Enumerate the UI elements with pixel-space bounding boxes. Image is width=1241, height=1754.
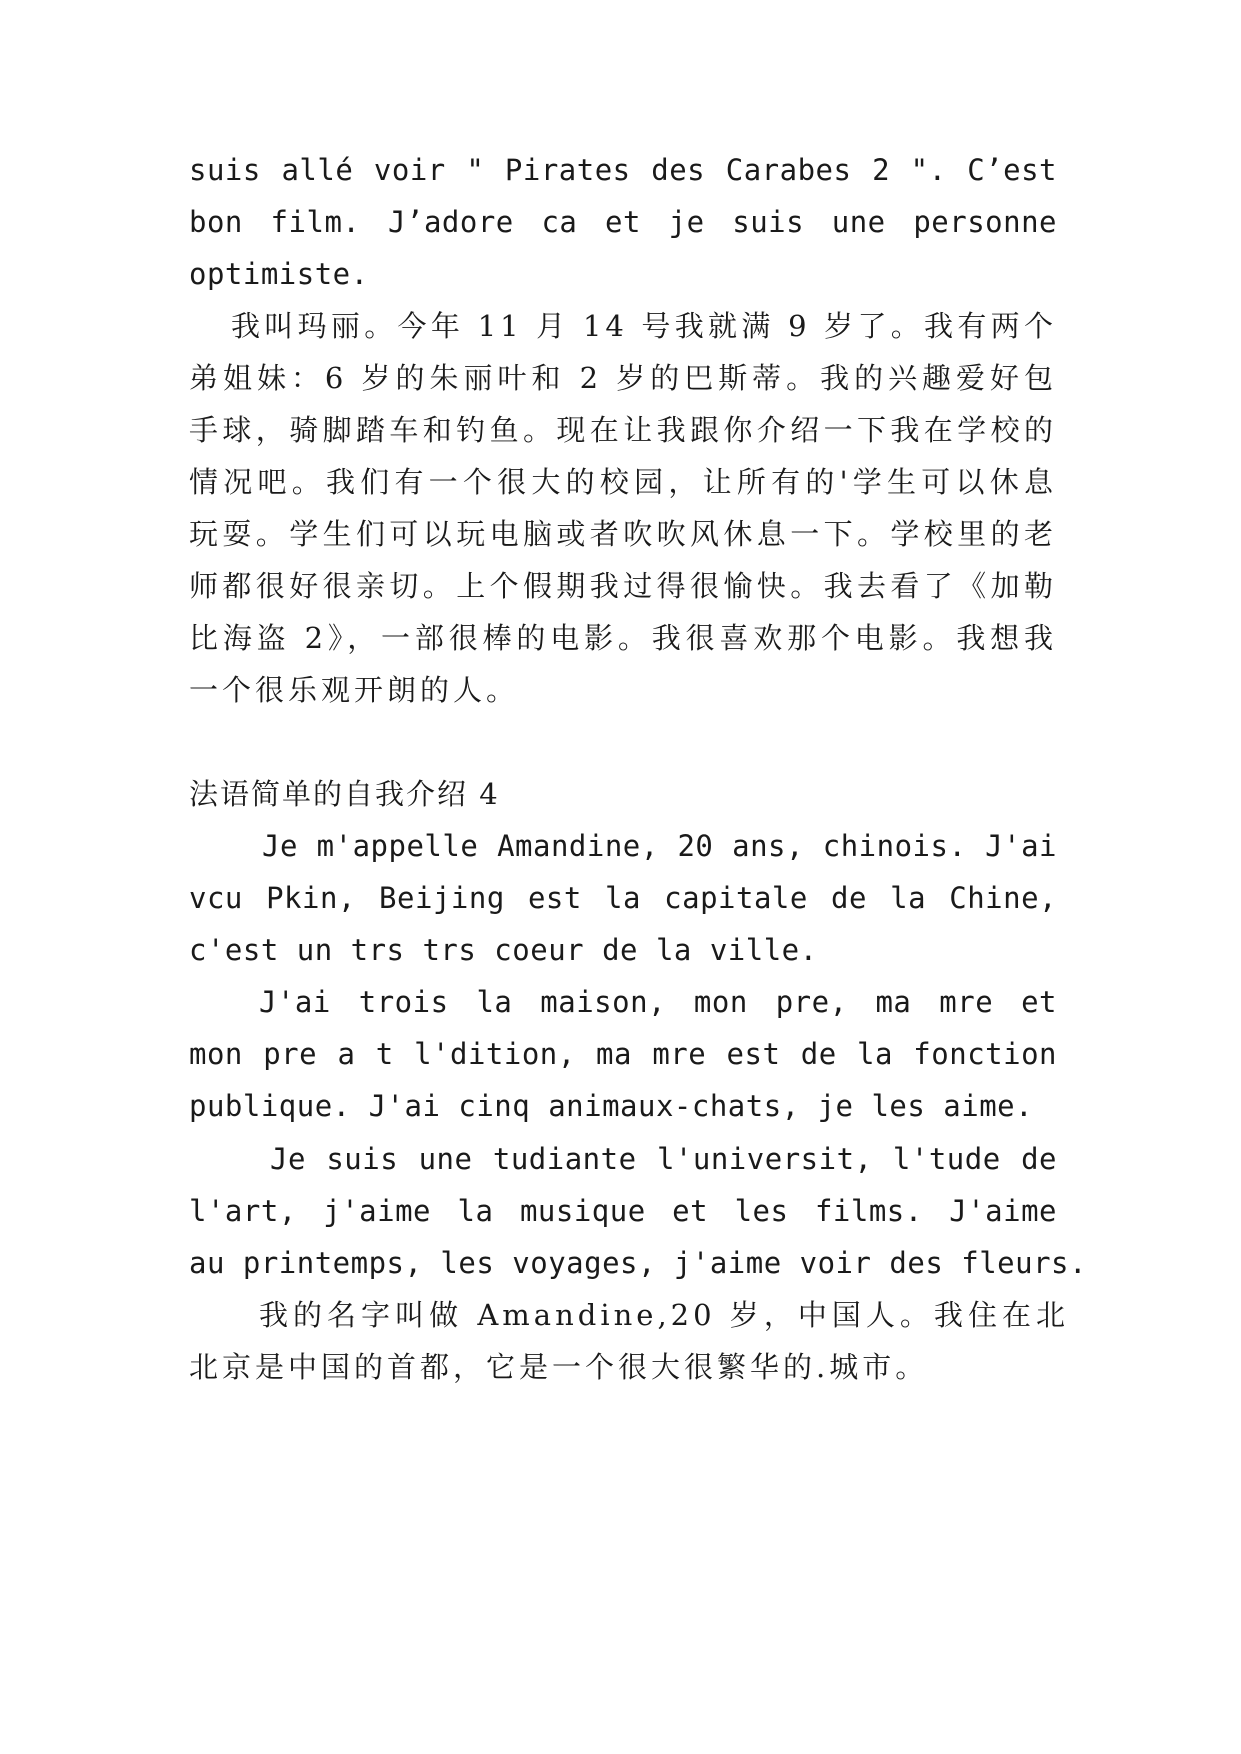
text-line: mon pre a t l'dition, ma mre est de la fonction bbox=[189, 1037, 1057, 1071]
text-line: 我的名字叫做 Amandine,20 岁，中国人。我住在北 bbox=[259, 1298, 1069, 1332]
text-line: vcu Pkin, Beijing est la capitale de la Chine, bbox=[189, 881, 1057, 915]
text-line: 比海盗 2》，一部很棒的电影。我很喜欢那个电影。我想我 bbox=[189, 621, 1057, 655]
text-line: 一个很乐观开朗的人。 bbox=[189, 673, 520, 707]
text-line: 弟姐妹：6 岁的朱丽叶和 2 岁的巴斯蒂。我的兴趣爱好包 bbox=[189, 361, 1057, 395]
text-line: c'est un trs trs coeur de la ville. bbox=[189, 933, 818, 967]
text-line: au printemps, les voyages, j'aime voir des fleurs. bbox=[189, 1246, 1087, 1280]
text-line: optimiste. bbox=[189, 257, 369, 291]
text-line: J'ai trois la maison, mon pre, ma mre et bbox=[259, 985, 1057, 1019]
text-line: 北京是中国的首都，它是一个很大很繁华的.城市。 bbox=[189, 1350, 929, 1384]
section-heading: 法语简单的自我介绍 4 bbox=[189, 777, 500, 811]
text-line: suis allé voir " Pirates des Carabes 2 ". C’est bbox=[189, 153, 1057, 187]
text-line: 手球，骑脚踏车和钓鱼。现在让我跟你介绍一下我在学校的 bbox=[189, 413, 1057, 447]
text-line: l'art, j'aime la musique et les films. J'aime bbox=[189, 1194, 1057, 1228]
text-line: 情况吧。我们有一个很大的校园，让所有的'学生可以休息 bbox=[189, 465, 1057, 499]
text-line: Je suis une tudiante l'universit, l'tude de bbox=[270, 1142, 1057, 1176]
text-line: 师都很好很亲切。上个假期我过得很愉快。我去看了《加勒 bbox=[189, 569, 1057, 603]
text-line: 玩耍。学生们可以玩电脑或者吹吹风休息一下。学校里的老 bbox=[189, 517, 1057, 551]
text-line: 我叫玛丽。今年 11 月 14 号我就满 9 岁了。我有两个 bbox=[231, 309, 1057, 343]
text-line: publique. J'ai cinq animaux-chats, je les aime. bbox=[189, 1089, 1034, 1123]
text-line: Je m'appelle Amandine, 20 ans, chinois. J'ai bbox=[262, 829, 1057, 863]
text-line: bon film. J’adore ca et je suis une personne bbox=[189, 205, 1057, 239]
